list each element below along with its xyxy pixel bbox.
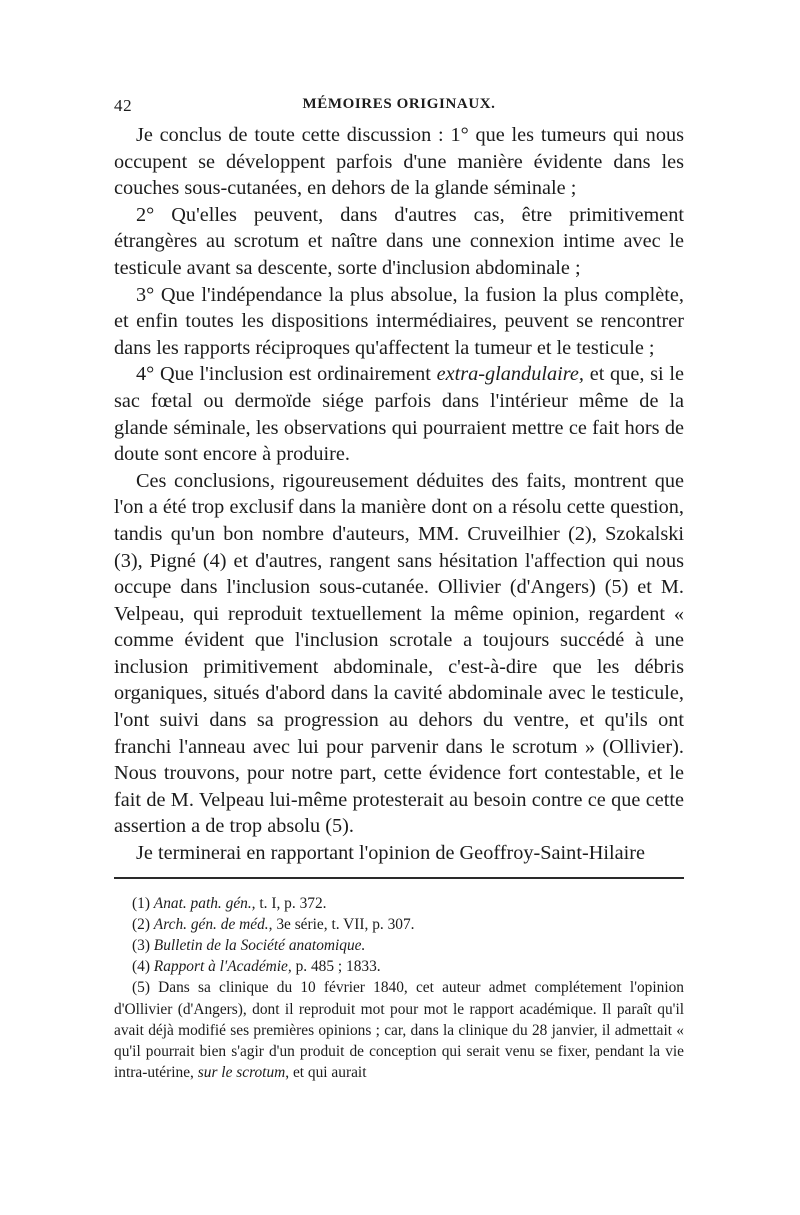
footnote-3 <box>114 935 684 956</box>
footnote-number: (4) <box>132 958 154 976</box>
paragraph-closing: Je terminerai en rapportant l'opinion de Geoffroy-Saint-Hilaire <box>136 842 646 865</box>
footnote-reference: p. 485 ; 1833. <box>291 958 381 976</box>
book-page <box>114 96 684 1083</box>
p4-italic-term: extra-glandulaire, <box>436 363 584 386</box>
running-title: MÉMOIRES ORIGINAUX. <box>302 96 496 112</box>
page-header <box>114 96 684 122</box>
footnote-number: (3) <box>132 937 154 955</box>
footnote-number: (2) <box>132 915 154 933</box>
footnote-4 <box>114 956 684 977</box>
p4-text-end: et que, si le sac fœtal ou dermoïde siége parfois dans l'intérieur même de la glande séminale, les observations qui pourraient mettre ce fait hors de doute sont encore à produire. <box>114 363 685 466</box>
paragraph-conclusion-4 <box>114 361 684 467</box>
paragraph-discussion: Ces conclusions, rigoureusement déduites des faits, montrent que l'on a été trop exclusif dans la manière dont on a résolu cette question, tandis qu'un bon nombre d'auteurs, MM. Cruveilhier (2), Szokalski (3), Pigné (4) et d'autres, rangent sans hésitation l'affection qui nous occupe dans l'inclusion sous-cutanée. Ollivier (d'Angers) (5) et M. Velpeau, qui reproduit textuellement la même opinion, regardent « comme évident que l'inclusion scrotale a toujours succédé à une inclusion primitivement abdominale, c'est-à-dire que les débris organiques, situés d'abord dans la cavité abdominale avec le testicule, l'ont suivi dans sa progression au dehors du ventre, et qu'ils ont franchi l'anneau avec lui pour parvenir dans le scrotum » (Ollivier). Nous trouvons, pour notre part, cette évidence fort contestable, et le fait de M. Velpeau lui-même protesterait au besoin contre ce que cette assertion a de trop absolu (5). <box>114 469 684 838</box>
page-number: 42 <box>114 96 133 115</box>
footnote-reference: 3e série, t. VII, p. 307. <box>272 915 415 933</box>
footnote-source-title: Bulletin de la Société anatomique. <box>153 937 366 955</box>
footnote-source-title: Anat. path. gén., <box>153 894 256 912</box>
paragraph-conclusion-3: 3° Que l'indépendance la plus absolue, la fusion la plus complète, et enfin toutes les dispositions intermédiaires, peuvent se rencontrer dans les rapports réciproques qu'affectent la tumeur et le testicule ; <box>114 283 684 359</box>
footnote-2 <box>114 914 684 935</box>
footnote-reference: t. I, p. 372. <box>255 894 327 912</box>
paragraph-conclusion-1: Je conclus de toute cette discussion : 1° que les tumeurs qui nous occupent se développent parfois d'une manière évidente dans les couches sous-cutanées, en dehors de la glande séminale ; <box>114 124 684 200</box>
footnote-italic-phrase: sur le scrotum <box>197 1064 286 1082</box>
footnotes <box>114 893 684 1084</box>
footnote-source-title: Rapport à l'Académie, <box>153 958 292 976</box>
paragraph-conclusion-2: 2° Qu'elles peuvent, dans d'autres cas, être primitivement étrangères au scrotum et naître dans une connexion intime avec le testicule avant sa descente, sorte d'inclusion abdominale ; <box>114 203 684 279</box>
footnote-number: (1) <box>132 894 154 912</box>
main-text <box>114 122 684 867</box>
footnote-divider <box>114 877 684 879</box>
footnote-5 <box>114 977 684 1083</box>
footnote-text-end: , et qui aurait <box>285 1064 367 1082</box>
footnote-text: (5) Dans sa clinique du 10 février 1840, cet auteur admet complétement l'opinion d'Ollivier (d'Angers), dont il reproduit mot pour mot le rapport académique. Il paraît qu'il avait déjà modifié ses premières opinions ; car, dans la clinique du 28 janvier, il admettait « qu'il pourrait bien s'agir d'un produit de conception qui serait venu se fixer, pendant la vie intra-utérine, <box>114 979 684 1082</box>
p4-text-start: 4° Que l'inclusion est ordinairement <box>136 363 437 386</box>
footnote-source-title: Arch. gén. de méd., <box>153 915 273 933</box>
footnote-1 <box>114 893 684 914</box>
